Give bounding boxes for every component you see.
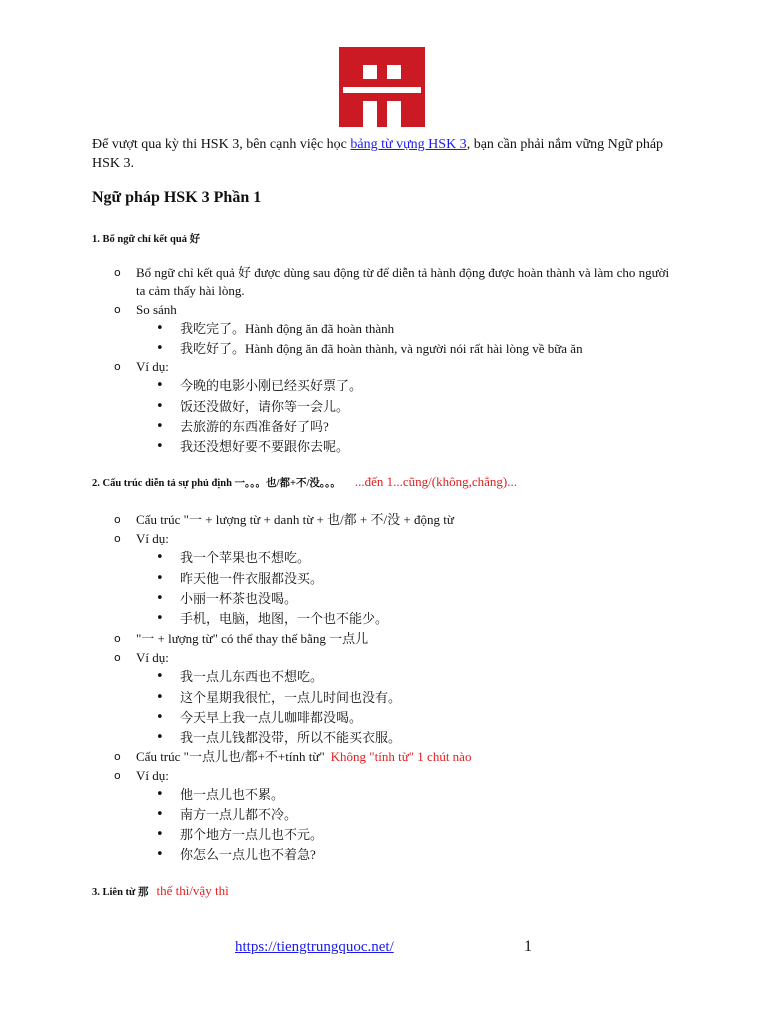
bullet-marker: •	[156, 787, 164, 802]
bullet-marker: •	[156, 419, 164, 434]
logo-icon	[339, 47, 425, 127]
page-title: Ngữ pháp HSK 3 Phần 1	[92, 189, 262, 206]
list-item-text: 你怎么一点儿也不着急?	[180, 847, 316, 862]
list-item-text: Ví dụ:	[136, 650, 169, 665]
bullet-marker: •	[156, 378, 164, 393]
list-item-text: 小丽一杯茶也没喝。	[180, 591, 298, 606]
handwritten-note: thế thì/vậy thì	[156, 883, 229, 898]
list-item-text: 手机，电脑，地图，一个也不能少。	[180, 611, 389, 626]
list-item-text: 昨天他一件衣服都没买。	[180, 571, 324, 586]
list-item-text: So sánh	[136, 302, 177, 317]
list-item-text: 南方一点儿都不冷。	[180, 807, 298, 822]
list-item-text: Cấu trúc "一 + lượng từ + danh từ + 也/都 + 不/没 + động từ	[136, 512, 454, 527]
list-marker: o	[114, 632, 121, 645]
list-marker: o	[114, 651, 121, 664]
list-item-text: Ví dụ:	[136, 359, 169, 374]
list-marker: o	[114, 532, 121, 545]
bullet-marker: •	[156, 550, 164, 565]
list-item-text: Ví dụ:	[136, 531, 169, 546]
handwritten-note: Không "tính từ" 1 chút nào	[330, 749, 472, 764]
intro-text: Để vượt qua kỳ thi HSK 3, bên cạnh việc học	[92, 137, 351, 152]
bullet-marker: •	[156, 730, 164, 745]
list-marker: o	[114, 513, 121, 526]
bullet-marker: •	[156, 399, 164, 414]
footer-website-link[interactable]: https://tiengtrungquoc.net/	[235, 939, 394, 955]
page-number: 1	[524, 938, 532, 955]
bullet-marker: •	[156, 439, 164, 454]
list-marker: o	[114, 266, 121, 279]
list-marker: o	[114, 750, 121, 763]
bullet-marker: •	[156, 847, 164, 862]
section-3-title-text: 3. Liên từ 那	[92, 887, 149, 898]
structure-text: Cấu trúc "一点儿也/都+不+tính từ"	[136, 749, 325, 764]
list-marker: o	[114, 303, 121, 316]
bullet-marker: •	[156, 321, 164, 336]
list-item-text: 我吃完了。Hành động ăn đã hoàn thành	[180, 321, 395, 336]
list-marker: o	[114, 360, 121, 373]
list-marker: o	[114, 769, 121, 782]
list-item-text: 今晚的电影小刚已经买好票了。	[180, 378, 363, 393]
list-item-text: 我还没想好要不要跟你去呢。	[180, 439, 350, 454]
intro-text-end: , bạn cần phải nắm vững Ngữ pháp HSK 3.	[92, 137, 664, 171]
bullet-marker: •	[156, 611, 164, 626]
list-item-text: 我一点儿钱都没带，所以不能买衣服。	[180, 730, 402, 745]
list-item-text: 我吃好了。Hành động ăn đã hoàn thành, và người nói rất hài lòng về bữa ăn	[180, 341, 583, 356]
section-3-title	[92, 883, 229, 899]
list-item-text: 他一点儿也不累。	[180, 787, 285, 802]
bullet-marker: •	[156, 341, 164, 356]
section-1-title: 1. Bổ ngữ chỉ kết quả 好	[92, 234, 201, 245]
vocabulary-link[interactable]: bảng từ vựng HSK 3	[350, 137, 467, 152]
list-item-text: 我一点儿东西也不想吃。	[180, 669, 324, 684]
list-item-text: Ví dụ:	[136, 768, 169, 783]
bullet-marker: •	[156, 690, 164, 705]
section-2-title-text: 2. Cấu trúc diễn tả sự phủ định 一。。。也/都+不/没。。。	[92, 478, 341, 489]
list-item-text: Bổ ngữ chỉ kết quả 好 được dùng sau động từ để diễn tả hành động được hoàn thành và làm cho người ta cảm thấy hài lòng.	[136, 265, 670, 298]
handwritten-note: ...đến 1...cũng/(không,chẳng)...	[354, 474, 517, 489]
list-item-text: 我一个苹果也不想吃。	[180, 550, 311, 565]
list-item-text: 那个地方一点儿也不元。	[180, 827, 324, 842]
bullet-marker: •	[156, 710, 164, 725]
intro-paragraph	[92, 135, 682, 173]
list-item-text: 去旅游的东西准备好了吗?	[180, 419, 329, 434]
bullet-marker: •	[156, 807, 164, 822]
list-item-text: 这个星期我很忙，一点儿时间也没有。	[180, 690, 402, 705]
bullet-marker: •	[156, 827, 164, 842]
bullet-marker: •	[156, 591, 164, 606]
list-item-text: 今天早上我一点儿咖啡都没喝。	[180, 710, 363, 725]
list-item-text	[136, 748, 676, 766]
list-item-text: "一 + lượng từ" có thể thay thế bằng 一点儿	[136, 631, 369, 646]
bullet-marker: •	[156, 571, 164, 586]
section-2-title	[92, 474, 517, 490]
list-item-text: 饭还没做好，请你等一会儿。	[180, 399, 350, 414]
bullet-marker: •	[156, 669, 164, 684]
